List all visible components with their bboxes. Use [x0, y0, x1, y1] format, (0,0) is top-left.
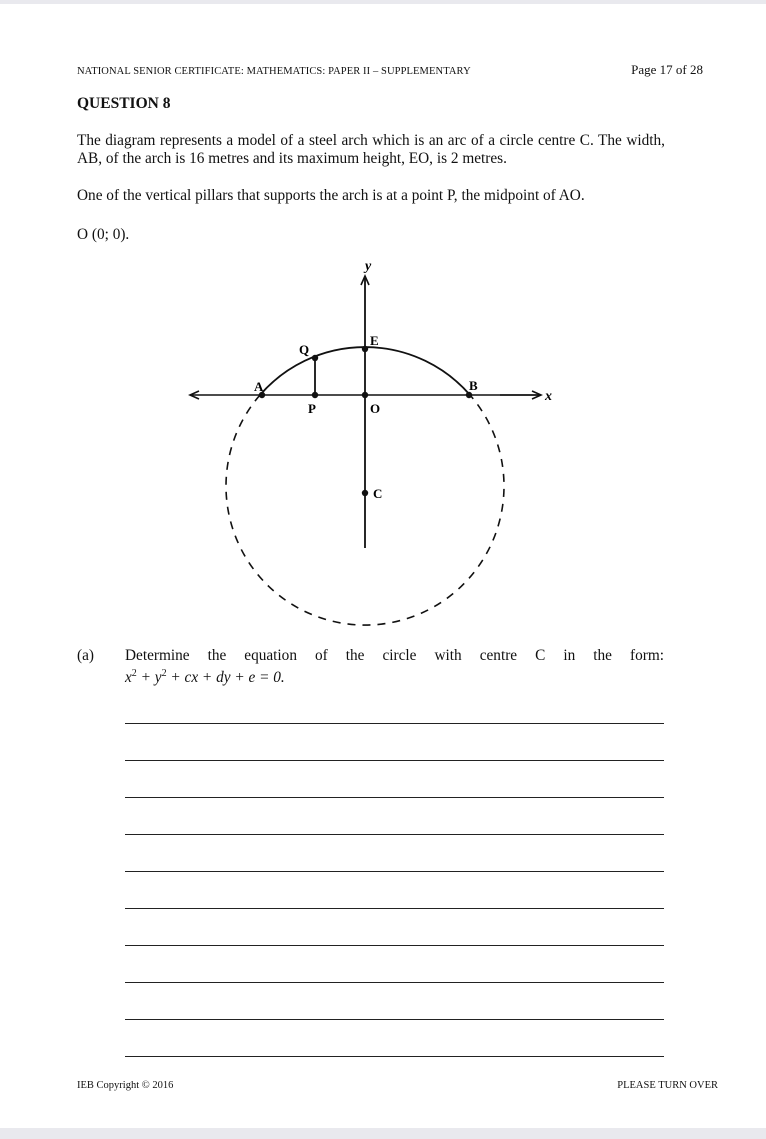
part-a-text: Determine the equation of the circle with centre C in the form:: [125, 647, 664, 664]
page-number: Page 17 of 28: [631, 62, 703, 77]
part-a-equation: $x^2 + y^2$ + cx + dy + e = 0.: [125, 668, 285, 686]
answer-line[interactable]: [125, 945, 664, 946]
answer-line[interactable]: [125, 723, 664, 724]
point-q: [312, 355, 318, 361]
label-b: B: [469, 378, 478, 393]
question-title: QUESTION 8: [77, 95, 171, 112]
point-c: [362, 490, 368, 496]
answer-line[interactable]: [125, 760, 664, 761]
question-origin-text: O (0; 0).: [77, 226, 130, 243]
answer-line[interactable]: [125, 982, 664, 983]
answer-line[interactable]: [125, 871, 664, 872]
label-o: O: [370, 401, 381, 416]
part-a-number: (a): [77, 647, 94, 664]
answer-line[interactable]: [125, 834, 664, 835]
answer-line[interactable]: [125, 1056, 664, 1057]
answer-line[interactable]: [125, 797, 664, 798]
footer-turn-over: PLEASE TURN OVER: [617, 1080, 718, 1091]
label-p: P: [308, 401, 316, 416]
answer-line[interactable]: [125, 908, 664, 909]
label-a: A: [254, 379, 264, 394]
x-axis-label: x: [545, 389, 552, 404]
page-header-title: NATIONAL SENIOR CERTIFICATE: MATHEMATICS: PAPER II – SUPPLEMENTARY: [77, 66, 471, 77]
y-axis-label: y: [365, 259, 372, 274]
point-e: [362, 346, 368, 352]
label-q: Q: [299, 342, 310, 357]
question-intro: The diagram represents a model of a steel arch which is an arc of a circle centre C. The width, AB, of the arch is 16 metres and its maximum height, EO, is 2 metres.: [77, 132, 665, 167]
point-p: [312, 392, 318, 398]
label-e: E: [370, 333, 379, 348]
label-c: C: [373, 486, 383, 501]
answer-line[interactable]: [125, 1019, 664, 1020]
footer-copyright: IEB Copyright © 2016: [77, 1080, 174, 1091]
point-o: [362, 392, 368, 398]
question-pillar-text: One of the vertical pillars that supports the arch is at a point P, the midpoint of AO.: [77, 187, 585, 204]
